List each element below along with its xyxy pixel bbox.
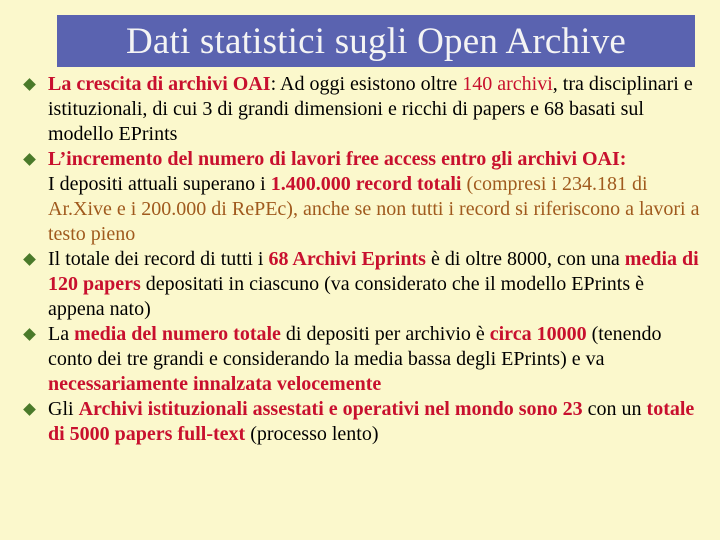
bullet-2-highlight: 1.400.000 record totali — [270, 173, 462, 195]
bullet-4-text-mid: di depositi per archivio è — [280, 323, 490, 345]
bullet-item-1 — [24, 72, 704, 147]
bullet-item-5 — [24, 397, 704, 447]
green-diamond-icon — [23, 78, 36, 91]
slide-title: Dati statistici sugli Open Archive — [125, 20, 627, 62]
green-diamond-icon — [23, 328, 36, 341]
bullet-2-heading: L’incremento del numero di lavori free access entro gli archivi OAI: — [48, 148, 627, 170]
bullet-5-text-mid: con un — [582, 398, 647, 420]
bullet-5-highlight-2: totale di 5000 papers full-text — [48, 398, 695, 445]
bullet-1-text: : Ad oggi esistono oltre — [270, 73, 463, 95]
bullet-3-text-end: depositati in ciascuno (va considerato che il modello EPrints è appena nato) — [48, 273, 644, 320]
bullet-4-highlight: media del numero totale — [74, 323, 281, 345]
bullet-3-highlight: 68 Archivi Eprints — [268, 248, 426, 270]
bullet-5-highlight: Archivi istituzionali assestati e operativi nel mondo sono 23 — [78, 398, 583, 420]
bullet-2-text: I depositi attuali superano i — [48, 173, 271, 195]
bullet-1-emphasis: La crescita di archivi OAI — [48, 73, 271, 95]
bullet-1-text-end: , tra disciplinari e istituzionali, di cui 3 di grandi dimensioni e ricchi di papers e 68 basati sul modello EPrints — [48, 73, 693, 145]
green-diamond-icon — [23, 403, 36, 416]
bullet-item-2 — [24, 147, 704, 247]
bullet-item-4 — [24, 322, 704, 397]
bullet-4-highlight-3: necessariamente innalzata velocemente — [48, 373, 382, 395]
bullet-4-highlight-2: circa 10000 — [489, 323, 587, 345]
title-bar — [57, 15, 695, 67]
bullet-4-text: La — [48, 323, 75, 345]
bullet-5-text: Gli — [48, 398, 79, 420]
green-diamond-icon — [23, 253, 36, 266]
bullet-1-highlight: 140 archivi — [462, 73, 553, 95]
bullet-3-text-mid: è di oltre 8000, con una — [425, 248, 625, 270]
bullet-list — [24, 72, 704, 447]
bullet-3-highlight-2: media di 120 papers — [48, 248, 699, 295]
bullet-4-text-mid-2: (tenendo conto dei tre grandi e considerando la media bassa degli EPrints) e va — [48, 323, 662, 370]
green-diamond-icon — [23, 153, 36, 166]
bullet-item-3 — [24, 247, 704, 322]
bullet-5-text-end: (processo lento) — [245, 423, 379, 445]
bullet-2-parenthetical: (compresi i 234.181 di Ar.Xive e i 200.000 di RePEc) — [48, 173, 648, 220]
bullet-2-text-end: , anche se non tutti i record si riferiscono a lavori a testo pieno — [48, 198, 700, 245]
bullet-3-text: Il totale dei record di tutti i — [48, 248, 269, 270]
